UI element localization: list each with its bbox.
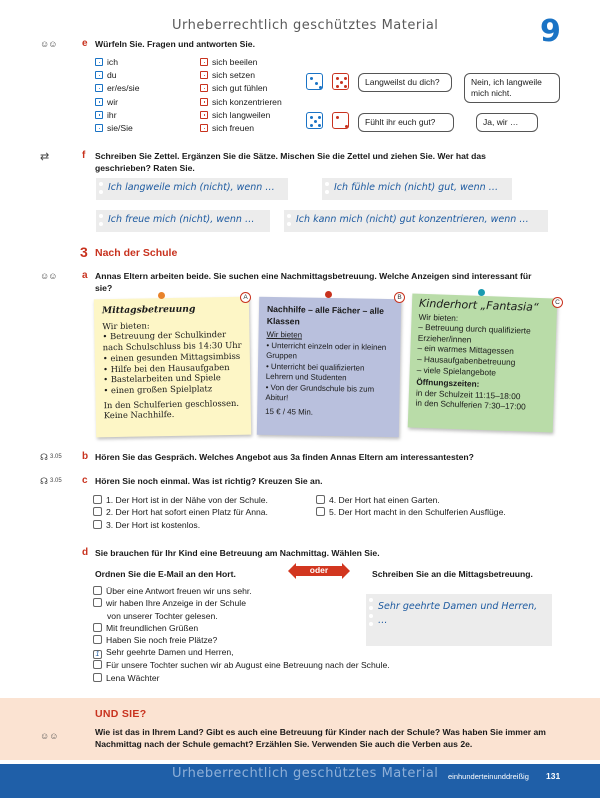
list-item: • Betreuung der Schulkinder nach Schulschluss bis 14:30 Uhr <box>102 329 242 353</box>
checkbox[interactable] <box>93 660 102 669</box>
group-icon: ☺☺ <box>40 731 59 741</box>
checkbox-checked[interactable]: 1 <box>93 650 102 659</box>
exercise-b-instruction: Hören Sie das Gespräch. Welches Angebot aus 3a finden Annas Eltern am interessantesten? <box>95 452 474 462</box>
checkbox[interactable] <box>93 673 102 682</box>
list-item: Lena Wächter <box>93 672 390 684</box>
list-item: sich freuen <box>200 122 282 135</box>
list-item: Über eine Antwort freuen wir uns sehr. <box>93 585 390 597</box>
pin-icon <box>325 291 332 298</box>
swap-icon: ⇄ <box>40 151 50 163</box>
list-item: – ein warmes Mittagessen <box>417 343 514 357</box>
track-number: 3.05 <box>50 454 62 460</box>
checkbox[interactable] <box>93 623 102 632</box>
note-text: Ich freue mich (nicht), wenn … <box>108 214 255 225</box>
list-item: von unserer Tochter gelesen. <box>107 610 218 621</box>
list-item: – Betreuung durch qualifizierte Erzieher/innen <box>417 321 531 345</box>
ad-c-hours: in der Schulzeit 11:15–18:00 <box>415 387 521 402</box>
note-text: Sehr geehrte Damen und Herren, <box>378 601 538 612</box>
und-sie-title: UND SIE? <box>95 708 147 720</box>
email-parts-list <box>93 585 390 684</box>
note-text: Ich kann mich (nicht) gut konzentrieren, wenn … <box>296 214 529 225</box>
list-item: – Hausaufgabenbetreuung <box>416 353 516 368</box>
ad-b-nachhilfe <box>257 297 401 437</box>
list-item: sich setzen <box>200 69 282 82</box>
list-item: Für unsere Tochter suchen wir ab August eine Betreuung nach der Schule. <box>93 659 390 671</box>
list-item: • Hilfe bei den Hausaufgaben <box>102 361 230 374</box>
ad-label-b: B <box>394 292 405 303</box>
list-item: 3. Der Hort ist kostenlos. <box>93 519 268 531</box>
ad-a-title: Mittagsbetreuung <box>101 303 196 317</box>
page-word: einhunderteinunddreißig <box>448 772 529 781</box>
speech-bubble: Nein, ich langweile mich nicht. <box>464 73 560 103</box>
exercise-d-letter: d <box>82 547 89 558</box>
exercise-f-letter: f <box>82 150 86 161</box>
list-item: wir <box>95 96 139 109</box>
ad-a-note: In den Schulferien geschlossen. Keine Nachhilfe. <box>103 397 240 421</box>
list-item: • Unterricht bei qualifizierten Lehrern und Studenten <box>265 361 365 383</box>
die-icon <box>95 58 103 66</box>
headphones-icon[interactable]: ☊ <box>40 452 48 462</box>
exercise-b-letter: b <box>82 451 89 462</box>
list-item: du <box>95 69 139 82</box>
list-item: • Von der Grundschule bis zum Abitur! <box>265 382 375 403</box>
checkbox[interactable] <box>316 507 325 516</box>
exercise-f-instruction: Schreiben Sie Zettel. Ergänzen Sie die Sätze. Mischen Sie die Zettel und ziehen Sie. Wer hat das geschrieben? Raten Sie. <box>95 151 486 173</box>
red-die-icon <box>332 73 349 90</box>
list-item: er/es/sie <box>95 82 139 95</box>
note-slip <box>284 210 548 232</box>
ad-c-hours: in den Schulferien 7:30–17:00 <box>415 398 526 412</box>
list-item: sich beeilen <box>200 56 282 69</box>
die-icon <box>200 111 208 119</box>
ad-c-kinderhort <box>408 294 558 433</box>
ad-b-intro: Wir bieten <box>266 329 303 340</box>
exercise-a-letter: a <box>82 270 88 281</box>
exercise-a-instruction: Annas Eltern arbeiten beide. Sie suchen eine Nachmittagsbetreuung. Welche Anzeigen sind interessant für sie? <box>95 271 532 293</box>
list-item: Mit freundlichen Grüßen <box>93 622 390 634</box>
note-slip <box>366 594 552 646</box>
die-icon <box>95 111 103 119</box>
list-item: sich langweilen <box>200 109 282 122</box>
note-slip <box>96 178 288 200</box>
section-number: 3 <box>80 244 88 260</box>
ad-c-title: Kinderhort „Fantasia“ <box>418 296 539 314</box>
exercise-e-instruction: Würfeln Sie. Fragen und antworten Sie. <box>95 39 255 49</box>
und-sie-text: Wie ist das in Ihrem Land? Gibt es auch eine Betreuung für Kinder nach der Schule? Was haben Sie immer am Nachmittag nach der Schule gemacht? Erzählen Sie. Verwenden Sie auch die Verben aus 2e. <box>95 727 546 749</box>
note-slip <box>322 178 512 200</box>
pair-work-icon: ☺☺ <box>40 271 57 281</box>
list-item: 1 Sehr geehrte Damen und Herren, <box>93 646 390 659</box>
watermark-bottom: Urheberrechtlich geschütztes Material <box>172 766 439 781</box>
checkbox[interactable] <box>93 598 102 607</box>
ad-a-intro: Wir bieten: <box>102 320 150 331</box>
note-text: Ich fühle mich (nicht) gut, wenn … <box>334 182 499 193</box>
list-item: wir haben Ihre Anzeige in der Schule <box>93 597 390 609</box>
ad-a-mittagsbetreuung <box>94 297 251 438</box>
pin-icon <box>478 289 485 296</box>
checkbox[interactable] <box>93 495 102 504</box>
speech-bubble: Fühlt ihr euch gut? <box>358 113 454 132</box>
list-item: • Unterricht einzeln oder in kleinen Gruppen <box>266 340 387 361</box>
ad-label-a: A <box>240 292 251 303</box>
headphones-icon[interactable]: ☊ <box>40 476 48 486</box>
speech-bubble: Ja, wir … <box>476 113 538 132</box>
list-item: Haben Sie noch freie Plätze? <box>93 634 390 646</box>
die-icon <box>95 84 103 92</box>
die-icon <box>95 124 103 132</box>
page-number: 131 <box>546 771 561 781</box>
ad-c-intro: Wir bieten: <box>418 311 459 323</box>
checkbox[interactable] <box>93 586 102 595</box>
track-number: 3.05 <box>50 478 62 484</box>
oder-label: oder <box>309 565 329 575</box>
speech-bubble: Langweilst du dich? <box>358 73 452 92</box>
list-item: sie/Sie <box>95 122 139 135</box>
blue-die-icon <box>306 73 323 90</box>
list-item: ich <box>95 56 139 69</box>
checkbox[interactable] <box>316 495 325 504</box>
list-item: sich gut fühlen <box>200 82 282 95</box>
list-item: 2. Der Hort hat sofort einen Platz für Anna. <box>93 506 268 518</box>
exercise-d-right-task: Schreiben Sie an die Mittagsbetreuung. <box>372 569 533 579</box>
checkbox[interactable] <box>93 507 102 516</box>
checkbox[interactable] <box>93 635 102 644</box>
exercise-c-instruction: Hören Sie noch einmal. Was ist richtig? Kreuzen Sie an. <box>95 476 323 486</box>
exercise-d-instruction: Sie brauchen für Ihr Kind eine Betreuung am Nachmittag. Wählen Sie. <box>95 548 380 558</box>
red-die-icon <box>332 112 349 129</box>
list-item: • einen großen Spielplatz <box>103 383 213 396</box>
die-icon <box>200 124 208 132</box>
list-item: – viele Spielangebote <box>416 364 497 378</box>
die-icon <box>200 58 208 66</box>
pair-work-icon: ☺☺ <box>40 39 57 49</box>
statement-list-left <box>93 494 268 531</box>
checkbox[interactable] <box>93 520 102 529</box>
exercise-d-left-task: Ordnen Sie die E-Mail an den Hort. <box>95 569 236 579</box>
list-item: sich konzentrieren <box>200 96 282 109</box>
ad-c-hours-label: Öffnungszeiten: <box>416 376 480 390</box>
die-icon <box>200 71 208 79</box>
blue-die-icon <box>306 112 323 129</box>
die-icon <box>200 98 208 106</box>
die-icon <box>95 71 103 79</box>
pin-icon <box>158 292 165 299</box>
ad-label-c: C <box>552 297 563 308</box>
die-icon <box>200 84 208 92</box>
verb-list <box>200 56 282 135</box>
pronoun-list <box>95 56 139 135</box>
list-item: • Bastelarbeiten und Spiele <box>103 372 221 385</box>
die-icon <box>95 98 103 106</box>
note-text: Ich langweile mich (nicht), wenn … <box>108 182 275 193</box>
note-slip <box>96 210 270 232</box>
exercise-c-letter: c <box>82 475 88 486</box>
exercise-e-letter: e <box>82 38 88 49</box>
ad-b-title: Nachhilfe – alle Fächer – alle Klassen <box>266 303 385 326</box>
chapter-number: 9 <box>540 14 561 49</box>
watermark-top: Urheberrechtlich geschütztes Material <box>172 18 439 33</box>
list-item: ihr <box>95 109 139 122</box>
statement-list-right <box>316 494 506 519</box>
list-item: 5. Der Hort macht in den Schulferien Ausflüge. <box>316 506 506 518</box>
list-item: • einen gesunden Mittagsimbiss <box>102 350 241 364</box>
ad-b-price: 15 € / 45 Min. <box>265 406 314 417</box>
list-item: 4. Der Hort hat einen Garten. <box>316 494 506 506</box>
list-item: 1. Der Hort ist in der Nähe von der Schule. <box>93 494 268 506</box>
section-title: Nach der Schule <box>95 247 178 259</box>
note-text: … <box>378 615 388 626</box>
